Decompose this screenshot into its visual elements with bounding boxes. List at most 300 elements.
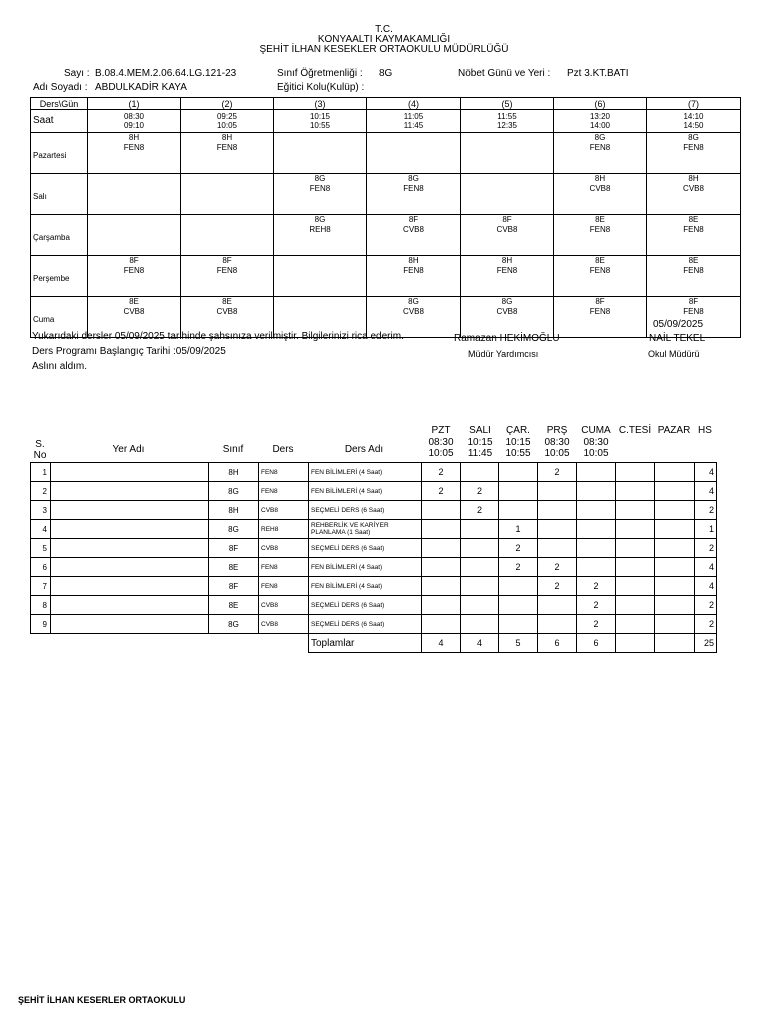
schedule-day-row bbox=[31, 174, 741, 215]
col-header-ders-adi: Ders Adı bbox=[344, 444, 384, 455]
schedule-time-row bbox=[31, 110, 741, 133]
day-name: Cuma bbox=[31, 297, 88, 338]
cell-lesson: FEN8 bbox=[683, 306, 704, 316]
cell-lesson: CVB8 bbox=[496, 224, 518, 234]
cell-lesson: REH8 bbox=[309, 224, 331, 234]
row-yer-adi bbox=[51, 501, 209, 520]
schedule-cell bbox=[181, 256, 274, 297]
table-row bbox=[31, 482, 717, 501]
totals-day: 6 bbox=[577, 634, 616, 653]
row-ders: FEN8 bbox=[259, 558, 309, 577]
schedule-cell bbox=[461, 256, 554, 297]
period-time bbox=[367, 110, 461, 133]
nobet-label: Nöbet Günü ve Yeri : bbox=[458, 68, 551, 79]
sno-line2: No bbox=[33, 450, 47, 461]
sayi-label: Sayı : bbox=[64, 68, 90, 79]
adsoyad-label: Adı Soyadı : bbox=[33, 82, 88, 93]
table-row bbox=[31, 463, 717, 482]
schedule-cell bbox=[647, 256, 741, 297]
row-number: 2 bbox=[31, 482, 51, 501]
row-day-hours: 2 bbox=[499, 558, 538, 577]
principal-title: Okul Müdürü bbox=[648, 349, 700, 359]
row-sinif: 8H bbox=[209, 463, 259, 482]
row-day-hours bbox=[538, 539, 577, 558]
row-day-hours: 2 bbox=[461, 482, 499, 501]
cell-class: 8G bbox=[501, 297, 513, 306]
period-end: 10:55 bbox=[309, 121, 331, 130]
row-day-hours bbox=[422, 596, 461, 615]
deputy-title: Müdür Yardımcısı bbox=[468, 349, 539, 359]
table-row bbox=[31, 520, 717, 539]
table-row bbox=[31, 577, 717, 596]
principal-name: NAİL TEKEL bbox=[649, 333, 706, 344]
cell-class: 8H bbox=[128, 133, 140, 142]
day-col-t1: 08:30 bbox=[544, 436, 570, 448]
row-day-hours bbox=[461, 596, 499, 615]
notice-text: Yukarıdaki dersler 05/09/2025 tarihinde şahsınıza verilmiştir. Bilgilerinizi rica ederim. bbox=[32, 331, 404, 342]
cell-class: 8F bbox=[129, 256, 139, 265]
row-hs: 4 bbox=[695, 463, 717, 482]
day-col-name: SALI bbox=[469, 425, 491, 436]
saat-label: Saat bbox=[31, 110, 88, 133]
period-number: (1) bbox=[88, 98, 181, 110]
document-date: 05/09/2025 bbox=[653, 319, 704, 330]
cell-lesson: FEN8 bbox=[589, 306, 611, 316]
schedule-cell bbox=[461, 215, 554, 256]
nobet-value: Pzt 3.KT.BATI bbox=[567, 68, 629, 79]
row-sinif: 8G bbox=[209, 520, 259, 539]
cell-class: 8H bbox=[594, 174, 606, 183]
row-sinif: 8F bbox=[209, 577, 259, 596]
period-end: 14:00 bbox=[589, 121, 611, 130]
row-day-hours bbox=[461, 539, 499, 558]
schedule-cell bbox=[554, 174, 647, 215]
row-day-hours bbox=[538, 520, 577, 539]
row-ders-adi: SEÇMELİ DERS (6 Saat) bbox=[309, 596, 422, 615]
cell-class: 8E bbox=[595, 256, 605, 265]
day-col-header bbox=[421, 425, 461, 460]
schedule-cell bbox=[367, 215, 461, 256]
row-day-hours bbox=[538, 482, 577, 501]
period-number: (4) bbox=[367, 98, 461, 110]
row-day-hours bbox=[616, 577, 655, 596]
row-day-hours bbox=[655, 482, 695, 501]
schedule-period-row bbox=[31, 98, 741, 110]
row-ders: REH8 bbox=[259, 520, 309, 539]
totals-day: 5 bbox=[499, 634, 538, 653]
header-kaymakamlik: KONYAALTI KAYMAKAMLIĞI bbox=[317, 34, 451, 45]
day-col-t1: 10:15 bbox=[467, 436, 493, 448]
schedule-cell bbox=[367, 174, 461, 215]
row-ders: FEN8 bbox=[259, 463, 309, 482]
row-day-hours bbox=[499, 463, 538, 482]
schedule-corner: Ders\Gün bbox=[31, 98, 88, 110]
period-start: 10:15 bbox=[309, 111, 331, 121]
row-yer-adi bbox=[51, 577, 209, 596]
row-sinif: 8F bbox=[209, 539, 259, 558]
period-end: 10:05 bbox=[216, 121, 238, 130]
cell-class: 8F bbox=[688, 297, 699, 306]
row-day-hours bbox=[499, 501, 538, 520]
row-day-hours bbox=[538, 615, 577, 634]
schedule-day-row bbox=[31, 256, 741, 297]
schedule-cell bbox=[274, 256, 367, 297]
schedule-cell bbox=[461, 297, 554, 338]
cell-class: 8G bbox=[314, 215, 326, 224]
day-col-name: C.TESİ bbox=[618, 425, 652, 436]
day-col-t2: 10:55 bbox=[505, 448, 531, 459]
table-row bbox=[31, 558, 717, 577]
period-time bbox=[647, 110, 741, 133]
row-day-hours: 1 bbox=[499, 520, 538, 539]
day-col-t1: 10:15 bbox=[505, 436, 531, 448]
cell-lesson: FEN8 bbox=[403, 183, 424, 193]
cell-class: 8G bbox=[314, 174, 326, 183]
schedule-cell bbox=[274, 174, 367, 215]
day-name: Çarşamba bbox=[31, 215, 88, 256]
course-load-table bbox=[30, 462, 717, 653]
period-number: (2) bbox=[181, 98, 274, 110]
row-day-hours bbox=[655, 539, 695, 558]
schedule-cell bbox=[647, 297, 741, 338]
totals-spacer bbox=[209, 634, 259, 653]
day-col-header bbox=[615, 425, 655, 437]
row-ders: CVB8 bbox=[259, 615, 309, 634]
row-day-hours bbox=[616, 520, 655, 539]
row-day-hours bbox=[655, 501, 695, 520]
cell-lesson: FEN8 bbox=[123, 142, 145, 152]
cell-class: 8H bbox=[221, 133, 233, 142]
row-hs: 2 bbox=[695, 596, 717, 615]
cell-lesson: FEN8 bbox=[683, 224, 704, 234]
day-col-header bbox=[576, 425, 616, 460]
row-sinif: 8E bbox=[209, 558, 259, 577]
period-end: 11:45 bbox=[403, 121, 424, 130]
row-day-hours bbox=[616, 615, 655, 634]
totals-day bbox=[655, 634, 695, 653]
cell-lesson: FEN8 bbox=[216, 142, 238, 152]
row-ders: CVB8 bbox=[259, 501, 309, 520]
cell-class: 8F bbox=[408, 215, 419, 224]
header-tc: T.C. bbox=[375, 24, 393, 35]
row-day-hours bbox=[577, 520, 616, 539]
row-day-hours bbox=[655, 520, 695, 539]
row-day-hours bbox=[499, 615, 538, 634]
day-col-name: ÇAR. bbox=[506, 425, 530, 436]
totals-day: 4 bbox=[422, 634, 461, 653]
row-day-hours bbox=[616, 501, 655, 520]
col-header-hs: HS bbox=[698, 425, 712, 436]
row-day-hours bbox=[577, 539, 616, 558]
sno-line1: S. bbox=[35, 439, 45, 450]
cell-class: 8H bbox=[408, 256, 419, 265]
day-name: Pazartesi bbox=[31, 133, 88, 174]
period-start: 09:25 bbox=[216, 111, 238, 121]
period-start: 14:10 bbox=[683, 111, 704, 121]
row-ders-adi: FEN BİLİMLERİ (4 Saat) bbox=[309, 558, 422, 577]
row-day-hours: 2 bbox=[538, 577, 577, 596]
row-yer-adi bbox=[51, 596, 209, 615]
schedule-cell bbox=[88, 133, 181, 174]
cell-lesson: FEN8 bbox=[216, 265, 238, 275]
day-col-header bbox=[537, 425, 577, 460]
period-start: 13:20 bbox=[589, 111, 611, 121]
period-end: 12:35 bbox=[496, 121, 518, 130]
day-col-header bbox=[654, 425, 694, 437]
table-row bbox=[31, 615, 717, 634]
schedule-cell bbox=[181, 133, 274, 174]
row-number: 3 bbox=[31, 501, 51, 520]
day-col-name: PZT bbox=[431, 425, 451, 436]
cell-lesson: FEN8 bbox=[123, 265, 145, 275]
period-number: (6) bbox=[554, 98, 647, 110]
row-yer-adi bbox=[51, 463, 209, 482]
row-hs: 2 bbox=[695, 615, 717, 634]
row-day-hours bbox=[422, 615, 461, 634]
row-day-hours bbox=[461, 558, 499, 577]
cell-class: 8G bbox=[408, 174, 419, 183]
row-hs: 4 bbox=[695, 558, 717, 577]
row-ders-adi: FEN BİLİMLERİ (4 Saat) bbox=[309, 463, 422, 482]
totals-label: Toplamlar bbox=[309, 634, 422, 653]
row-number: 9 bbox=[31, 615, 51, 634]
cell-class: 8G bbox=[594, 133, 606, 142]
schedule-cell bbox=[88, 215, 181, 256]
cell-class: 8H bbox=[688, 174, 699, 183]
row-sinif: 8G bbox=[209, 615, 259, 634]
row-ders-adi: SEÇMELİ DERS (6 Saat) bbox=[309, 501, 422, 520]
cell-class: 8E bbox=[595, 215, 605, 224]
cell-class: 8F bbox=[502, 215, 512, 224]
day-col-name: CUMA bbox=[581, 425, 611, 436]
day-col-t2: 10:05 bbox=[583, 448, 609, 459]
period-time bbox=[554, 110, 647, 133]
received-note: Aslını aldım. bbox=[32, 361, 88, 372]
row-ders: CVB8 bbox=[259, 539, 309, 558]
row-yer-adi bbox=[51, 520, 209, 539]
schedule-cell bbox=[461, 133, 554, 174]
cell-lesson: FEN8 bbox=[309, 183, 331, 193]
row-day-hours bbox=[616, 482, 655, 501]
row-day-hours bbox=[577, 463, 616, 482]
cell-class: 8G bbox=[688, 133, 699, 142]
row-ders-adi: FEN BİLİMLERİ (4 Saat) bbox=[309, 577, 422, 596]
period-start: 08:30 bbox=[123, 111, 145, 121]
schedule-cell bbox=[647, 174, 741, 215]
row-day-hours bbox=[616, 596, 655, 615]
row-day-hours bbox=[577, 482, 616, 501]
period-time bbox=[274, 110, 367, 133]
period-time bbox=[461, 110, 554, 133]
row-day-hours: 2 bbox=[538, 558, 577, 577]
row-sinif: 8E bbox=[209, 596, 259, 615]
day-col-header bbox=[498, 425, 538, 460]
cell-class: 8E bbox=[688, 215, 699, 224]
cell-class: 8F bbox=[222, 256, 232, 265]
totals-hs: 25 bbox=[695, 634, 717, 653]
row-hs: 1 bbox=[695, 520, 717, 539]
schedule-cell bbox=[554, 256, 647, 297]
schedule-cell bbox=[274, 133, 367, 174]
row-day-hours: 2 bbox=[499, 539, 538, 558]
sayi-value: B.08.4.MEM.2.06.64.LG.121-23 bbox=[95, 68, 237, 79]
table-row bbox=[31, 596, 717, 615]
row-number: 5 bbox=[31, 539, 51, 558]
period-start: 11:05 bbox=[403, 111, 424, 121]
period-number: (3) bbox=[274, 98, 367, 110]
sinif-ogretmenligi-label: Sınıf Öğretmenliği : bbox=[277, 68, 363, 79]
row-day-hours bbox=[655, 577, 695, 596]
cell-lesson: FEN8 bbox=[403, 265, 424, 275]
row-day-hours: 2 bbox=[577, 615, 616, 634]
row-ders-adi: REHBERLİK VE KARİYER PLANLAMA (1 Saat) bbox=[309, 520, 422, 539]
row-day-hours: 2 bbox=[577, 577, 616, 596]
row-day-hours bbox=[422, 520, 461, 539]
row-day-hours bbox=[616, 558, 655, 577]
sinif-ogretmenligi-value: 8G bbox=[379, 68, 393, 79]
totals-spacer bbox=[259, 634, 309, 653]
row-hs: 2 bbox=[695, 539, 717, 558]
cell-lesson: CVB8 bbox=[123, 306, 145, 316]
row-day-hours bbox=[499, 482, 538, 501]
col-header-ders: Ders bbox=[272, 444, 294, 455]
totals-row bbox=[31, 634, 717, 653]
row-day-hours bbox=[461, 463, 499, 482]
schedule-cell bbox=[647, 133, 741, 174]
row-day-hours bbox=[538, 501, 577, 520]
header-school: ŞEHİT İLHAN KESEKLER ORTAOKULU MÜDÜRLÜĞÜ bbox=[259, 44, 509, 55]
row-ders: FEN8 bbox=[259, 577, 309, 596]
day-col-name: PRŞ bbox=[546, 425, 568, 436]
row-sinif: 8H bbox=[209, 501, 259, 520]
day-col-t2: 10:05 bbox=[544, 448, 570, 459]
row-number: 7 bbox=[31, 577, 51, 596]
weekly-schedule-table bbox=[30, 97, 741, 338]
cell-class: 8E bbox=[129, 297, 139, 306]
cell-lesson: FEN8 bbox=[589, 224, 611, 234]
row-day-hours bbox=[422, 539, 461, 558]
row-ders: FEN8 bbox=[259, 482, 309, 501]
schedule-cell bbox=[88, 256, 181, 297]
schedule-cell bbox=[274, 215, 367, 256]
footer-school-name: ŞEHİT İLHAN KESERLER ORTAOKULU bbox=[18, 995, 186, 1005]
row-day-hours bbox=[655, 615, 695, 634]
day-col-t1: 08:30 bbox=[428, 436, 454, 448]
cell-lesson: FEN8 bbox=[683, 142, 704, 152]
schedule-cell bbox=[647, 215, 741, 256]
period-start: 11:55 bbox=[497, 111, 517, 121]
col-header-yer-adi: Yer Adı bbox=[112, 444, 145, 455]
row-day-hours bbox=[538, 596, 577, 615]
row-day-hours: 2 bbox=[538, 463, 577, 482]
row-number: 1 bbox=[31, 463, 51, 482]
day-col-t2: 11:45 bbox=[467, 448, 493, 459]
period-end: 14:50 bbox=[683, 121, 704, 130]
period-number: (5) bbox=[461, 98, 554, 110]
row-hs: 4 bbox=[695, 482, 717, 501]
row-day-hours bbox=[422, 558, 461, 577]
row-day-hours: 2 bbox=[422, 463, 461, 482]
row-day-hours bbox=[577, 558, 616, 577]
cell-lesson: CVB8 bbox=[403, 224, 424, 234]
row-day-hours: 2 bbox=[577, 596, 616, 615]
schedule-day-row bbox=[31, 215, 741, 256]
row-ders-adi: FEN BİLİMLERİ (4 Saat) bbox=[309, 482, 422, 501]
schedule-cell bbox=[367, 256, 461, 297]
totals-day: 4 bbox=[461, 634, 499, 653]
schedule-cell bbox=[554, 215, 647, 256]
totals-spacer bbox=[51, 634, 209, 653]
cell-lesson: CVB8 bbox=[589, 183, 611, 193]
row-day-hours bbox=[422, 577, 461, 596]
period-end: 09:10 bbox=[123, 121, 145, 130]
program-start-date: Ders Programı Başlangıç Tarihi :05/09/2025 bbox=[32, 346, 226, 357]
schedule-cell bbox=[181, 215, 274, 256]
row-day-hours bbox=[655, 463, 695, 482]
schedule-cell bbox=[554, 297, 647, 338]
row-day-hours bbox=[655, 596, 695, 615]
day-col-name: PAZAR bbox=[657, 425, 691, 436]
row-hs: 4 bbox=[695, 577, 717, 596]
row-day-hours bbox=[499, 596, 538, 615]
schedule-cell bbox=[461, 174, 554, 215]
row-yer-adi bbox=[51, 558, 209, 577]
row-day-hours: 2 bbox=[422, 482, 461, 501]
row-ders-adi: SEÇMELİ DERS (6 Saat) bbox=[309, 539, 422, 558]
adsoyad-value: ABDULKADİR KAYA bbox=[95, 82, 187, 93]
deputy-name: Ramazan HEKİMOĞLU bbox=[454, 333, 560, 344]
row-day-hours bbox=[616, 463, 655, 482]
cell-lesson: CVB8 bbox=[403, 306, 424, 316]
row-day-hours bbox=[461, 520, 499, 539]
row-number: 8 bbox=[31, 596, 51, 615]
period-time bbox=[88, 110, 181, 133]
schedule-cell bbox=[88, 174, 181, 215]
schedule-cell bbox=[554, 133, 647, 174]
period-time bbox=[181, 110, 274, 133]
schedule-cell bbox=[181, 174, 274, 215]
row-number: 6 bbox=[31, 558, 51, 577]
cell-lesson: CVB8 bbox=[683, 183, 704, 193]
cell-lesson: FEN8 bbox=[683, 265, 704, 275]
row-day-hours bbox=[461, 577, 499, 596]
cell-lesson: CVB8 bbox=[216, 306, 238, 316]
row-ders: CVB8 bbox=[259, 596, 309, 615]
row-day-hours bbox=[655, 558, 695, 577]
cell-lesson: FEN8 bbox=[496, 265, 518, 275]
cell-class: 8G bbox=[408, 297, 419, 306]
egitici-kolu-label: Eğitici Kolu(Kulüp) : bbox=[277, 82, 365, 93]
row-hs: 2 bbox=[695, 501, 717, 520]
totals-spacer bbox=[31, 634, 51, 653]
cell-lesson: FEN8 bbox=[589, 142, 611, 152]
schedule-cell bbox=[367, 133, 461, 174]
cell-lesson: FEN8 bbox=[589, 265, 611, 275]
row-sinif: 8G bbox=[209, 482, 259, 501]
day-name: Perşembe bbox=[31, 256, 88, 297]
row-day-hours bbox=[461, 615, 499, 634]
row-number: 4 bbox=[31, 520, 51, 539]
totals-day: 6 bbox=[538, 634, 577, 653]
row-yer-adi bbox=[51, 615, 209, 634]
col-header-sno bbox=[30, 439, 50, 461]
table-row bbox=[31, 501, 717, 520]
day-col-header bbox=[460, 425, 500, 460]
totals-day bbox=[616, 634, 655, 653]
cell-class: 8F bbox=[595, 297, 605, 306]
cell-lesson: CVB8 bbox=[496, 306, 518, 316]
cell-class: 8H bbox=[501, 256, 513, 265]
